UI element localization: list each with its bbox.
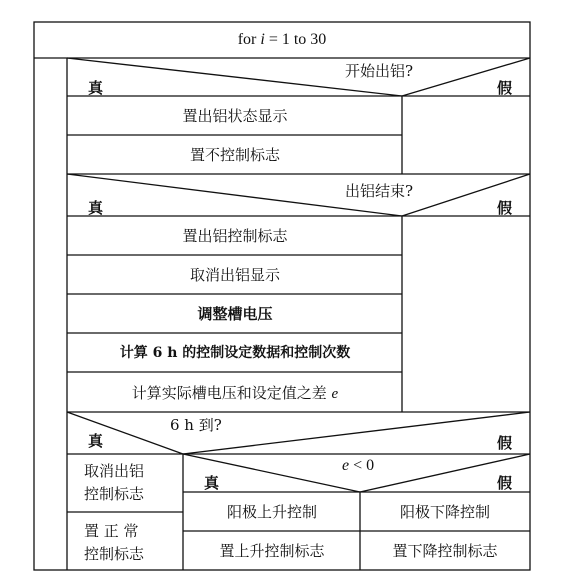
decision4-comparison: < 0 — [349, 457, 375, 474]
decision4-true-label: 真 — [204, 474, 220, 492]
decision1-question: 开始出铝? — [345, 62, 414, 80]
decision4-false-label: 假 — [497, 474, 513, 492]
d1-true-step-2: 置不控制标志 — [189, 146, 281, 164]
loop-range: = 1 to 30 — [264, 31, 327, 48]
d2-step-5-variable: e — [331, 386, 339, 402]
d3-true-step-1-line-2: 控制标志 — [84, 485, 145, 503]
d2-true-step-4: 计算 6 h 的控制设定数据和控制次数 — [119, 345, 351, 361]
decision1-false-label: 假 — [497, 79, 513, 97]
decision2-false-label: 假 — [497, 199, 513, 217]
decision2-true-label: 真 — [88, 199, 104, 217]
d3-true-step-2-line-1: 置 正 常 — [84, 522, 139, 540]
decision3-question: 6 h 到? — [170, 416, 222, 434]
loop-prefix: for — [237, 31, 261, 48]
d2-true-step-5 — [132, 384, 338, 403]
d4-true-step-2: 置上升控制标志 — [219, 542, 325, 560]
d3-true-step-2-line-2: 控制标志 — [84, 545, 145, 563]
decision3-left-diagonal — [67, 412, 183, 454]
decision3-false-label: 假 — [497, 434, 513, 452]
d2-true-step-1: 置出铝控制标志 — [182, 227, 288, 245]
d3-true-step-1-line-1: 取消出铝 — [84, 462, 145, 480]
d2-true-step-3: 调整槽电压 — [197, 305, 273, 323]
decision4-condition — [342, 457, 374, 475]
decision2-question: 出铝结束? — [345, 182, 414, 200]
d4-false-step-1: 阳极下降控制 — [399, 503, 491, 521]
decision1-true-label: 真 — [88, 79, 104, 97]
loop-variable: i — [260, 31, 265, 48]
d4-false-step-2: 置下降控制标志 — [392, 542, 498, 560]
loop-header — [238, 31, 327, 49]
d2-true-step-2: 取消出铝显示 — [189, 266, 281, 284]
decision3-right-diagonal — [183, 412, 530, 454]
decision4-variable: e — [342, 457, 350, 474]
decision3-true-label: 真 — [88, 432, 104, 450]
d2-step-5-text: 计算实际槽电压和设定值之差 — [131, 384, 332, 402]
d4-true-step-1: 阳极上升控制 — [226, 503, 318, 521]
d1-true-step-1: 置出铝状态显示 — [182, 107, 288, 125]
